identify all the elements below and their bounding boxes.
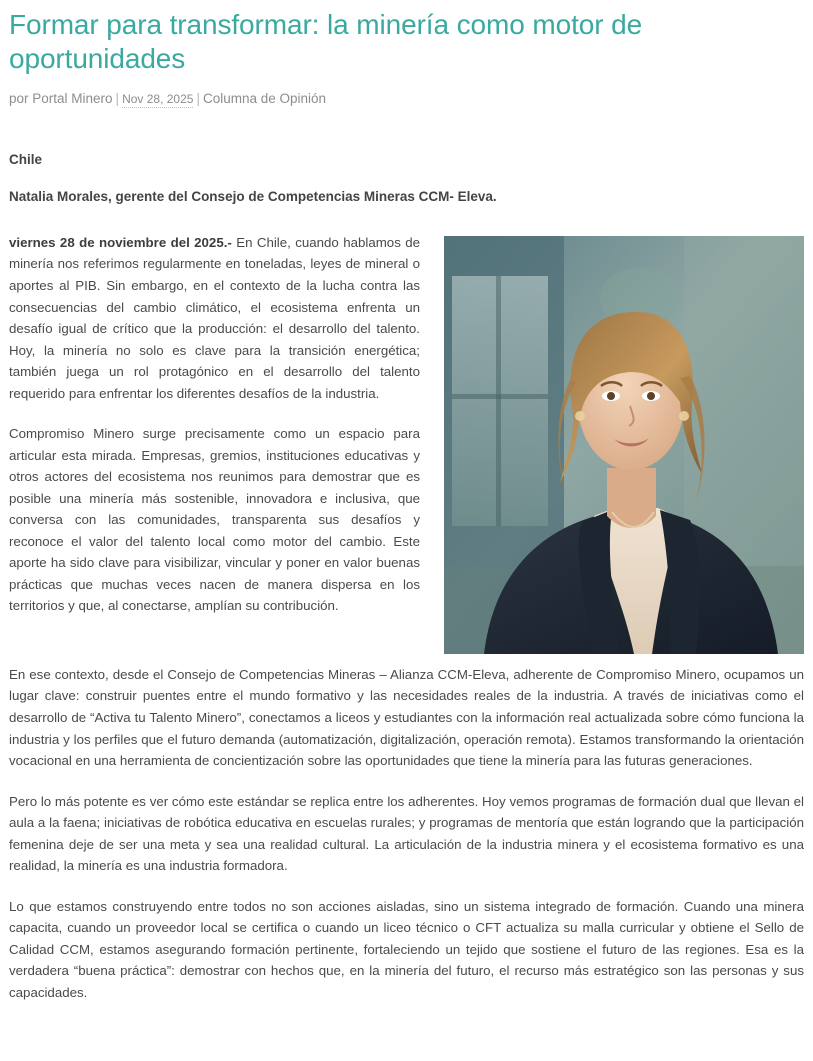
paragraph-text: En Chile, cuando hablamos de minería nos referimos regularmente en toneladas, leyes de mineral o aportes al PIB. Sin embargo, en el contexto de la lucha contra las consecuencias del cambio climático, el ecosistema enfrenta un desafío igual de crítico que la producción: el desarrollo del talento. Hoy, la minería no solo es clave para la transición energética; también juega un rol protagónico en el desarrollo del talento requerido para enfrentar los diferentes desafíos de la industria. <box>9 234 420 401</box>
article-paragraph-5 <box>9 896 804 1004</box>
article-photo <box>444 236 804 654</box>
article-country: Chile <box>9 151 43 167</box>
byline-category[interactable]: Columna de Opinión <box>202 91 327 107</box>
article-paragraph-3 <box>9 664 804 772</box>
article-subtitle: Natalia Morales, gerente del Consejo de Competencias Mineras CCM- Eleva. <box>9 188 497 204</box>
byline-author: por Portal Minero <box>9 91 113 107</box>
byline-date[interactable]: Nov 28, 2025 <box>122 92 194 107</box>
paragraph-text: En ese contexto, desde el Consejo de Competencias Mineras – Alianza CCM-Eleva, adherente de Compromiso Minero, ocupamos un lugar clave: construir puentes entre el mundo formativo y las necesidades reales de la industria. A través de iniciativas como el desarrollo de “Activa tu Talento Minero”, conectamos a liceos y estudiantes con la información real actualizada sobre cómo funciona la industria y los perfiles que el futuro demanda (automatización, digitalización, operación remota). Estamos transformando la orientación vocacional en una herramienta de concientización sobre las oportunidades que tiene la minería para las futuras generaciones. <box>9 666 804 769</box>
article-figure <box>444 236 804 654</box>
paragraph-lead: viernes 28 de noviembre del 2025.- <box>9 234 232 250</box>
paragraph-text: Lo que estamos construyendo entre todos no son acciones aisladas, sino un sistema integrado de formación. Cuando una minera capacita, cuando un proveedor local se certifica o cuando un liceo técnico o CFT actualiza su malla curricular y obtiene el Sello de Calidad CCM, estamos asegurando formación pertinente, fortaleciendo un tejido que sostiene el futuro de las regiones. Esa es la verdadera “buena práctica”: demostrar con hechos que, en la minería del futuro, el recurso más estratégico son las personas y sus capacidades. <box>9 898 804 1000</box>
byline-separator-1: | <box>115 91 120 107</box>
paragraph-text: Pero lo más potente es ver cómo este estándar se replica entre los adherentes. Hoy vemos programas de formación dual que llevan el aula a la faena; iniciativas de robótica educativa en escuelas rurales; y programas de mentoría que están logrando que la participación femenina deje de ser una meta y sea una realidad cultural. La articulación de la industria minera y el ecosistema formativo es una realidad, la minería es una industria formadora. <box>9 793 804 874</box>
paragraph-text: Compromiso Minero surge precisamente como un espacio para articular esta mirada. Empresas, gremios, instituciones educativas y otros actores del ecosistema nos reunimos para demostrar que es posible una minería más sostenible, innovadora e inclusiva, que conversa con las comunidades, transparenta sus desafíos y reconoce el valor del talento local como motor del cambio. Este aporte ha sido clave para visibilizar, vincular y poner en valor buenas prácticas que muchas veces nacen de manera dispersa en los territorios y que, al conectarse, amplían su contribución. <box>9 426 420 614</box>
byline <box>9 90 804 108</box>
byline-separator-2: | <box>196 91 200 107</box>
article-paragraph-4 <box>9 791 804 877</box>
page-title: Formar para transformar: la minería como motor de oportunidades <box>9 9 643 75</box>
